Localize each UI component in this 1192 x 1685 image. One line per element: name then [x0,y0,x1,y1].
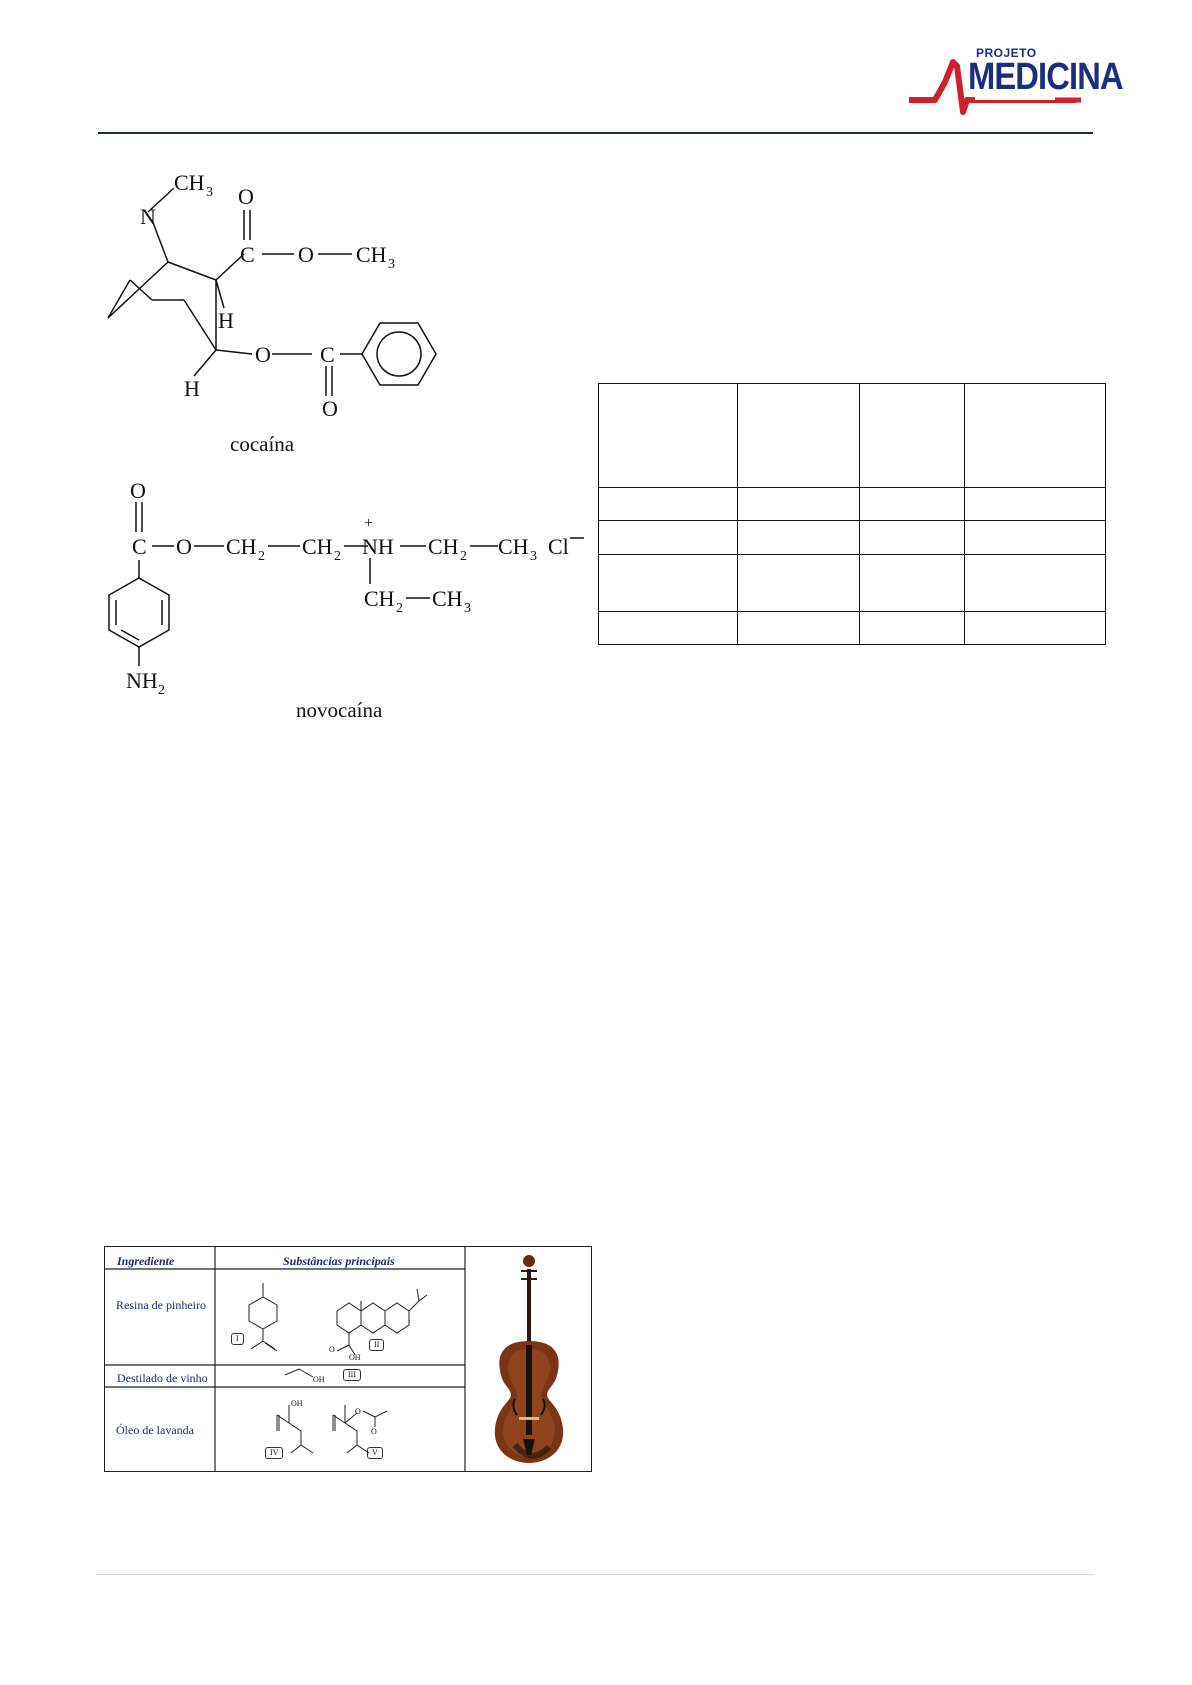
oh-label-iv: OH [291,1399,303,1408]
cocaine-h-low: H [184,376,200,401]
table-cell [965,488,1106,521]
header-rule [98,132,1093,134]
row-label-destilado: Destilado de vinho [117,1371,208,1385]
row-label-resina: Resina de pinheiro [116,1298,206,1312]
novocaine-cl: Cl [548,534,569,559]
novocaine-ch3-a: CH [498,534,529,559]
cocaine-ch3-top-sub: 3 [206,185,213,200]
novocaine-c: C [132,534,147,559]
compound-tag-v: V [367,1447,383,1459]
cocaine-c-benzoyl: C [320,342,335,367]
cocaine-o-benzoyl: O [255,342,271,367]
novocaine-o: O [176,534,192,559]
table-cell [965,384,1106,488]
table-cell [860,384,965,488]
novocaine-ch2-c: CH [428,534,459,559]
o-label-ii: O [329,1345,335,1354]
novocaine-ch2-a: CH [226,534,257,559]
cocaine-structure [100,160,460,460]
table-cell [965,612,1106,645]
table-cell [738,555,860,612]
cocaine-ch3-right-sub: 3 [388,257,395,272]
novocaine-nh2-sub: 2 [158,683,165,698]
table-cell [738,384,860,488]
logo-big-text: MEDICINA [968,56,1123,98]
table-cell [965,521,1106,555]
compound-tag-i: I [231,1333,244,1345]
novocaine-structure [100,470,600,720]
table-cell [599,555,738,612]
table-cell [860,488,965,521]
empty-data-table [598,383,1106,645]
row-label-oleo: Óleo de lavanda [116,1423,194,1437]
table-cell [599,384,738,488]
compound-tag-iv: IV [265,1447,283,1459]
violin-image [467,1249,589,1469]
header-substances: Substâncias principais [283,1254,395,1268]
o-label-v-carbonyl: O [371,1427,377,1436]
table-row [599,384,1106,488]
novocaine-ch2-d-sub: 2 [396,601,403,616]
cocaine-o-carbonyl: O [238,184,254,209]
table-cell [965,555,1106,612]
cocaine-ch3-right: CH [356,242,387,267]
table-cell [738,612,860,645]
novocaine-nh2: NH [126,668,158,693]
logo-small-text: PROJETO [976,46,1037,60]
novocaine-ch2-a-sub: 2 [258,549,265,564]
novocaine-ch2-c-sub: 2 [460,549,467,564]
novocaine-ch2-b-sub: 2 [334,549,341,564]
compound-tag-iii: III [343,1369,361,1381]
cocaine-c-ester: C [240,242,255,267]
cocaine-o-ester: O [298,242,314,267]
cocaine-n: N [140,204,156,229]
footer-rule [96,1574,1094,1575]
novocaine-ch3-b-sub: 3 [464,601,471,616]
table-cell [860,555,965,612]
novocaine-ch2-d: CH [364,586,395,611]
cocaine-ch3-top: CH [174,170,205,195]
cocaine-caption: cocaína [230,432,295,456]
table-cell [599,521,738,555]
novocaine-ch2-b: CH [302,534,333,559]
compound-tag-ii: II [369,1339,384,1351]
novocaine-ch3-a-sub: 3 [530,549,537,564]
cocaine-h-mid: H [218,308,234,333]
table-row [599,521,1106,555]
table-cell [738,488,860,521]
table-cell [599,488,738,521]
novocaine-ch3-b: CH [432,586,463,611]
table-row [599,488,1106,521]
table-cell [860,612,965,645]
novocaine-nh: NH [362,534,394,559]
table-cell [738,521,860,555]
oh-label-iii: OH [313,1375,325,1384]
table-cell [599,612,738,645]
header-ingredient: Ingrediente [117,1254,175,1268]
table-row [599,612,1106,645]
novocaine-plus: + [364,515,374,532]
table-cell [860,521,965,555]
novocaine-caption: novocaína [296,698,383,722]
novocaine-o-top: O [130,478,146,503]
ingredients-figure [104,1246,592,1472]
oh-label-ii: OH [349,1353,361,1362]
table-row [599,555,1106,612]
cocaine-o-benzoyl-carbonyl: O [322,396,338,421]
o-label-v-ester: O [355,1407,361,1416]
